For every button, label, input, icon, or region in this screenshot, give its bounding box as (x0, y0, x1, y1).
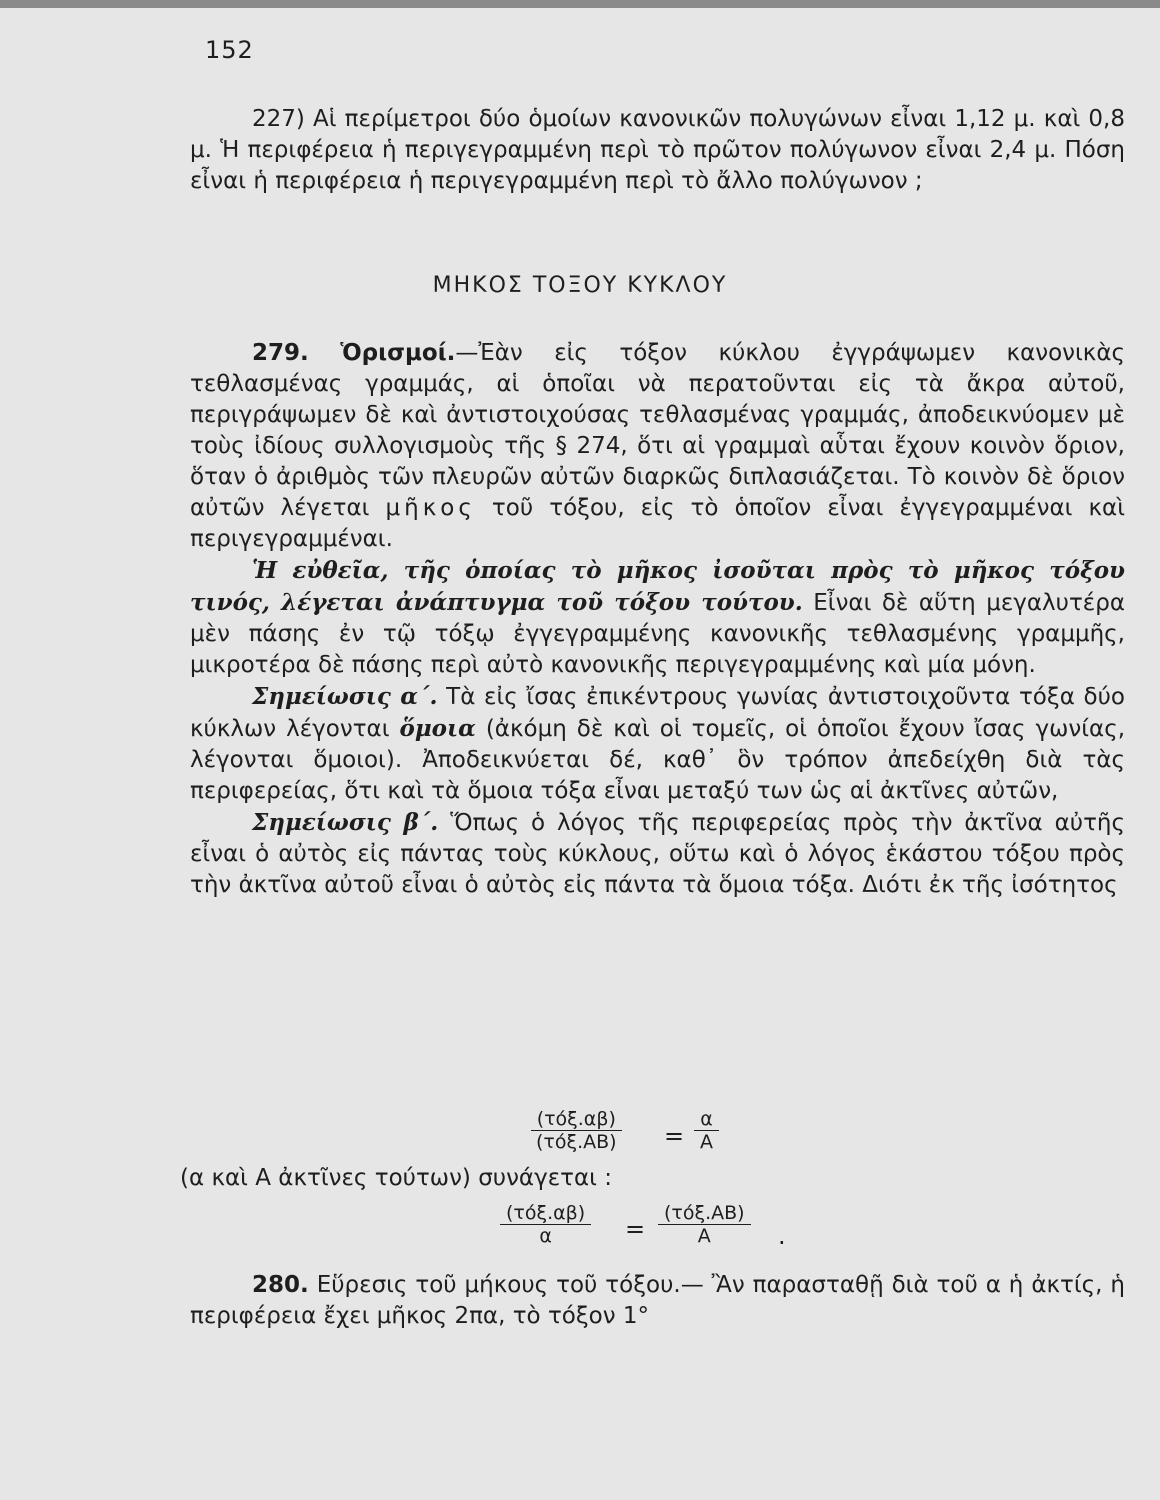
eq1-equals: = (664, 1122, 685, 1150)
eq1-left-fraction (530, 1108, 623, 1153)
book-page (0, 8, 1160, 1500)
eq1-right-fraction (694, 1108, 719, 1153)
eq1-right-denominator: Α (700, 1131, 713, 1153)
definition-bold: Ἡ εὐθεῖα, τῆς ὁποίας τὸ μῆκος ἰσοῦται πρὸς τὸ μῆκος τόξου τινός, λέγεται ἀνάπτυγμα τοῦ τόξου τούτου. (190, 557, 1125, 616)
eq2-left-numerator: (τόξ.αβ) (500, 1202, 591, 1225)
note-a-text-b: (ἀκόμη δὲ καὶ οἱ τομεῖς, οἱ ὁποῖοι ἔχουν ἴσας γωνίας, λέγονται ὅμοιοι). Ἀποδεικνύεται δέ, καθ᾽ ὃν τρόπον ἀπεδείχθη διὰ τὰς περιφερείας, ὅτι καὶ τὰ ὅμοια τόξα εἶναι μεταξύ των ὡς αἱ ἀκτῖνες αὐτῶν, (190, 716, 1126, 804)
section-280-paragraph (190, 1270, 1125, 1332)
section-279-number: 279. (252, 340, 309, 366)
note-a-label: Σημείωσις α΄. (252, 683, 438, 710)
eq2-right-fraction (658, 1202, 751, 1247)
section-279-paragraph (190, 338, 1125, 555)
eq2-equals: = (625, 1215, 646, 1243)
definition-rest: Εἶναι δὲ αὕτη μεγαλυτέρα μὲν πάσης ἐν τῷ τόξῳ ἐγγεγραμμένης κανονικῆς τεθλασμένης γραμμῆς, μικροτέρα δὲ πάσης περὶ αὐτὸ κανονικῆς περιγεγραμμένης καὶ μία μόνη. (190, 590, 1125, 678)
section-280 (190, 1270, 1125, 1332)
section-279 (190, 338, 1125, 901)
eq1-right-numerator: α (694, 1108, 719, 1131)
exercise-227 (190, 104, 1125, 197)
note-b-label: Σημείωσις β΄. (252, 809, 439, 836)
eq2-left-fraction (500, 1202, 591, 1247)
mid-line: (α καὶ Α ἀκτῖνες τούτων) συνάγεται : (180, 1165, 612, 1191)
note-b-text: Ὅπως ὁ λόγος τῆς περιφερείας πρὸς τὴν ἀκτῖνα αὐτῆς εἶναι ὁ αὐτὸς εἰς πάντας τοὺς κύκλους, οὕτω καὶ ὁ λόγος ἑκάστου τόξου πρὸς τὴν ἀκτῖνα αὐτοῦ εἶναι ὁ αὐτὸς εἰς πάντα τὰ ὅμοια τόξα. Διότι ἐκ τῆς ἰσότητος (190, 810, 1126, 898)
note-a-paragraph (190, 681, 1125, 807)
exercise-227-text: 227) Αἱ περίμετροι δύο ὁμοίων κανονικῶν πολυγώνων εἶναι 1,12 μ. καὶ 0,8 μ. Ἡ περιφέρεια ἡ περιγεγραμμένη περὶ τὸ πρῶτον πολύγωνον εἶναι 2,4 μ. Πόση εἶναι ἡ περιφέρεια ἡ περιγεγραμμένη περὶ τὸ ἄλλο πολύγωνον ; (190, 106, 1125, 194)
eq2-left-denominator: α (539, 1225, 552, 1247)
definition-paragraph (190, 555, 1125, 681)
section-280-text: — Ἂν παρασταθῇ διὰ τοῦ α ἡ ἀκτίς, ἡ περιφέρεια ἔχει μῆκος 2πα, τὸ τόξον 1° (190, 1272, 1125, 1329)
eq2-right-numerator: (τόξ.ΑΒ) (658, 1202, 751, 1225)
eq1-left-numerator: (τόξ.αβ) (531, 1108, 622, 1131)
section-280-title: Εὕρεσις τοῦ μήκους τοῦ τόξου. (316, 1272, 681, 1298)
eq2-right-denominator: Α (697, 1225, 711, 1247)
section-heading: ΜΗΚΟΣ ΤΟΞΟΥ ΚΥΚΛΟΥ (432, 273, 728, 298)
section-280-number: 280. (252, 1272, 309, 1298)
eq2-period: . (778, 1222, 786, 1250)
eq1-left-denominator: (τόξ.ΑΒ) (536, 1131, 617, 1153)
note-a-term: ὅμοια (399, 715, 476, 742)
section-279-text-a: —Ἐὰν εἰς τόξον κύκλου ἐγγράψωμεν κανονικὰς τεθλασμένας γραμμάς, αἱ ὁποῖαι νὰ περατοῦνται εἰς τὰ ἄκρα αὐτοῦ, περιγράψωμεν δὲ καὶ ἀντιστοιχούσας τεθλασμένας γραμμάς, ἀποδεικνύομεν μὲ τοὺς ἰδίους συλλογισμοὺς τῆς § 274, ὅτι αἱ γραμμαὶ αὗται ἔχουν κοινὸν ὅριον, ὅταν ὁ ἀριθμὸς τῶν πλευρῶν αὐτῶν διαρκῶς διπλασιάζεται. Τὸ κοινὸν δὲ ὅριον αὐτῶν λέγεται (190, 340, 1125, 521)
note-a-text-a: Τὰ εἰς ἴσας ἐπικέντρους γωνίας ἀντιστοιχοῦντα τόξα δύο κύκλων λέγονται (190, 684, 1125, 742)
term-length: μῆκος (385, 495, 476, 521)
page-number: 152 (205, 36, 254, 64)
section-279-title: Ὁρισμοί. (340, 340, 456, 366)
section-279-text-b: τοῦ τόξου, εἰς τὸ ὁποῖον εἶναι ἐγγεγραμμέναι καὶ περιγεγραμμέναι. (190, 495, 1125, 552)
note-b-paragraph (190, 807, 1125, 901)
